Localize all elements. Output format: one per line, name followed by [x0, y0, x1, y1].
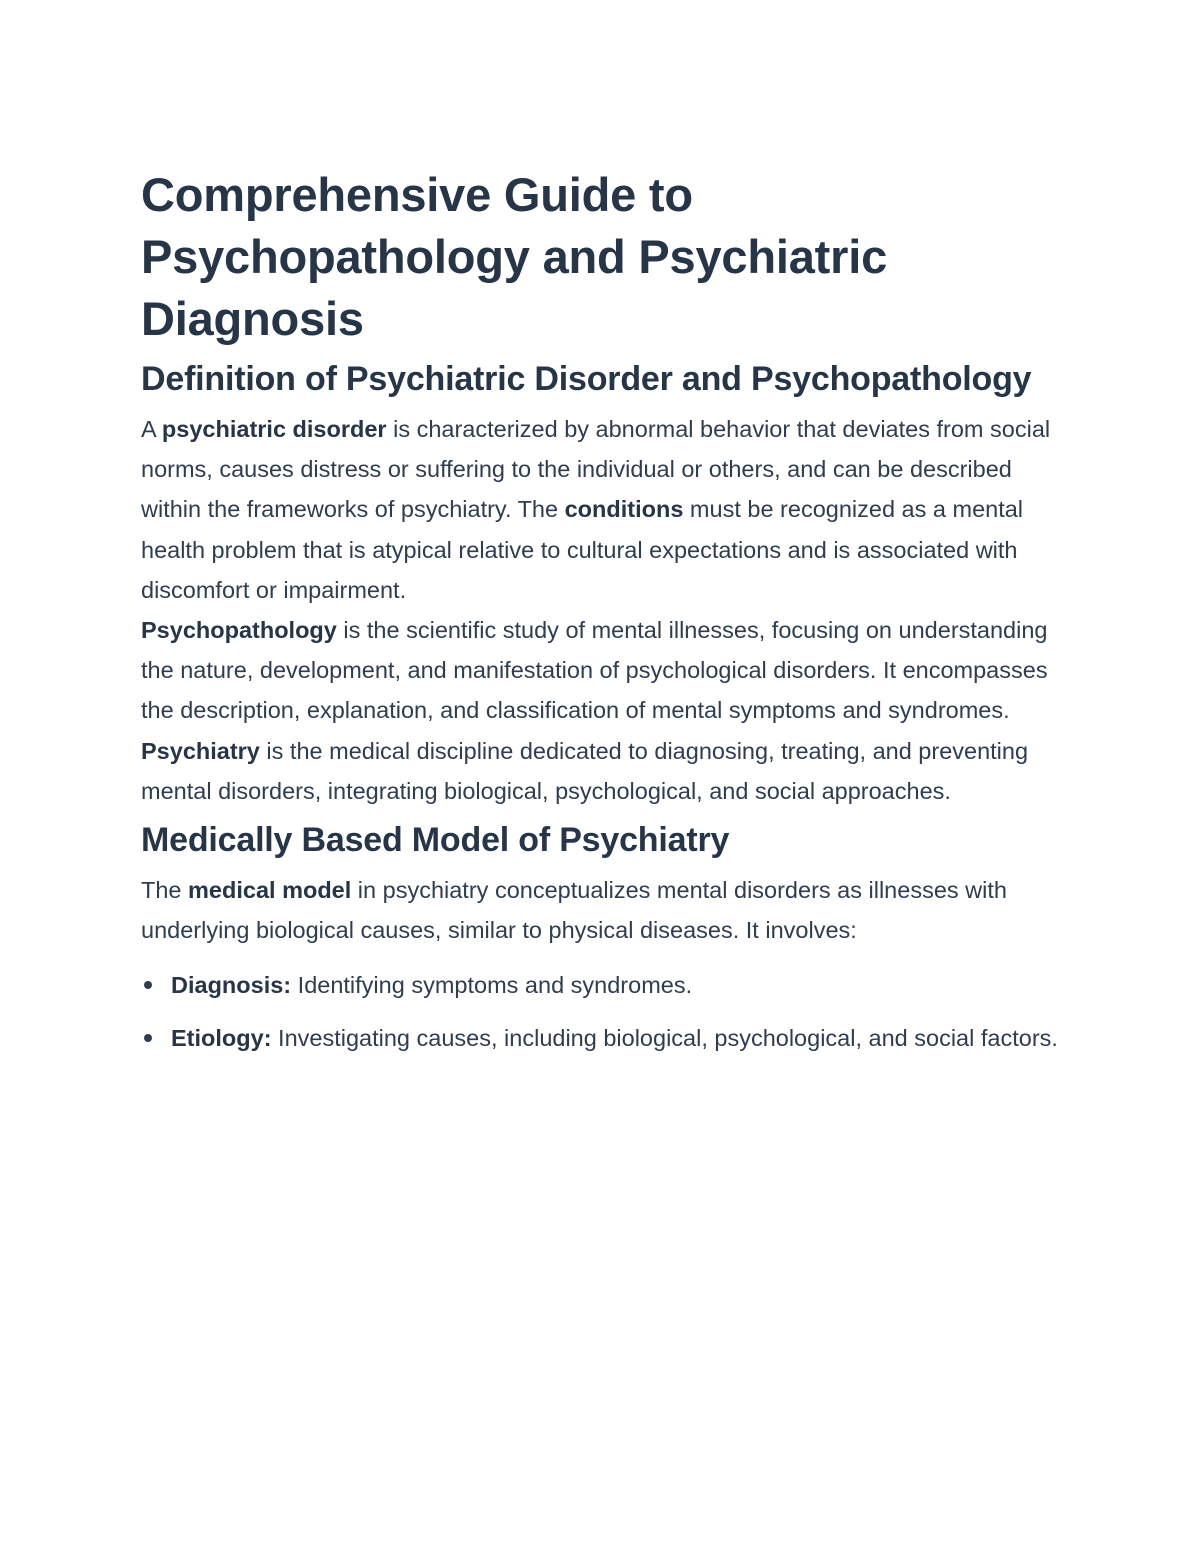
- bullet-dot-icon: [144, 1034, 152, 1042]
- term-psychiatric-disorder: psychiatric disorder: [161, 416, 387, 442]
- term-medical-model: medical model: [188, 877, 352, 904]
- list-item-text: Investigating causes, including biological, psychological, and social factors.: [271, 1024, 1058, 1051]
- term-etiology: Etiology:: [171, 1024, 272, 1051]
- term-diagnosis: Diagnosis:: [171, 972, 292, 999]
- list-item: [141, 965, 1060, 1005]
- paragraph-lead: A: [141, 416, 162, 442]
- bullet-list: [141, 965, 1060, 1057]
- paragraph-lead: The: [141, 877, 189, 904]
- paragraph-text: must be recognized as a mental health problem that is atypical relative to cultural expectations and is associated with discomfort or impairment.: [141, 496, 1024, 603]
- section-heading-definition: Definition of Psychiatric Disorder and Psychopathology: [141, 360, 1032, 398]
- bullet-dot-icon: [144, 981, 152, 989]
- paragraph-text: is the medical discipline dedicated to diagnosing, treating, and preventing mental disorders, integrating biological, psychological, and social approaches.: [141, 737, 1029, 804]
- paragraph-psychiatric-disorder: [141, 409, 1060, 610]
- term-conditions: conditions: [564, 496, 684, 523]
- paragraph-text: in psychiatry conceptualizes mental disorders as illnesses with underlying biological causes, similar to physical diseases. It involves:: [141, 877, 1007, 944]
- list-item: [141, 1018, 1060, 1058]
- paragraph-psychopathology: [141, 610, 1060, 731]
- paragraph-psychiatry: [141, 731, 1060, 811]
- list-item-text: Identifying symptoms and syndromes.: [291, 972, 693, 999]
- term-psychiatry: Psychiatry: [141, 737, 260, 764]
- paragraph-text: is the scientific study of mental illnesses, focusing on understanding the nature, development, and manifestation of psychological disorders. It encompasses the description, explanation, and classification of mental symptoms and syndromes.: [141, 617, 1048, 724]
- paragraph-medical-model: [141, 870, 1060, 950]
- document-title: Comprehensive Guide to Psychopathology and Psychiatric Diagnosis: [141, 168, 888, 345]
- paragraph-text: is characterized by abnormal behavior that deviates from social norms, causes distress or suffering to the individual or others, and can be described within the frameworks of psychiatry. The: [141, 416, 1051, 523]
- section-heading-medical-model: Medically Based Model of Psychiatry: [141, 821, 730, 860]
- term-psychopathology: Psychopathology: [141, 617, 337, 644]
